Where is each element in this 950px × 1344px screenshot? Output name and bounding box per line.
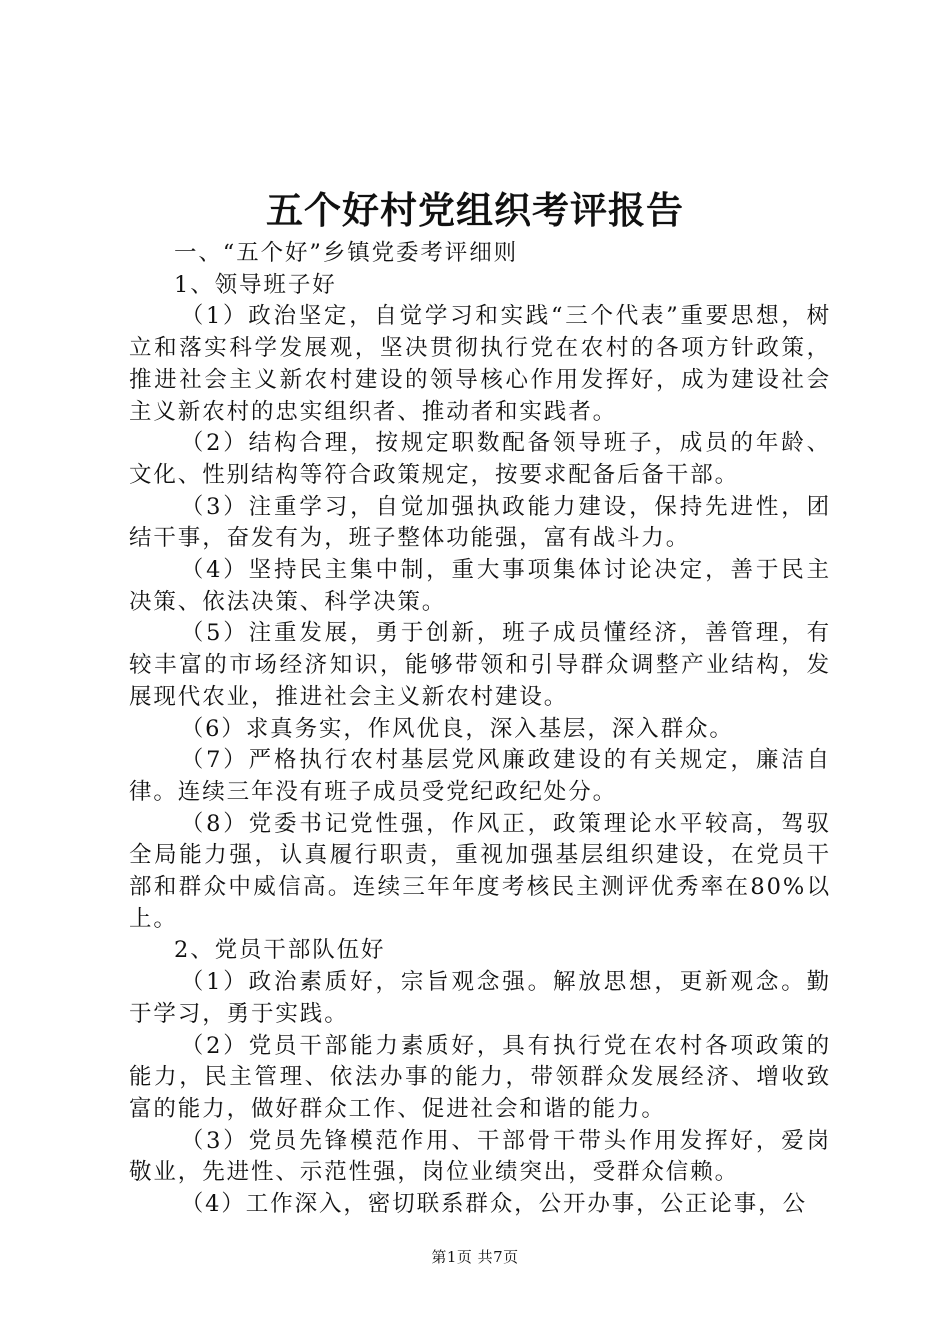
paragraph: （8）党委书记党性强，作风正，政策理论水平较高，驾驭全局能力强，认真履行职责，重视加强基层组织建设，在党员干部和群众中威信高。连续三年年度考核民主测评优秀率在80%以上。: [129, 810, 831, 932]
paragraph: （4）坚持民主集中制，重大事项集体讨论决定，善于民主决策、依法决策、科学决策。: [129, 557, 831, 615]
page-footer: 第1页 共7页: [431, 1248, 519, 1266]
paragraph: （3）党员先锋模范作用、干部骨干带头作用发挥好，爱岗敬业，先进性、示范性强，岗位业绩突出，受群众信赖。: [129, 1127, 831, 1186]
paragraph: （7）严格执行农村基层党风廉政建设的有关规定，廉洁自律。连续三年没有班子成员受党纪政纪处分。: [129, 747, 831, 805]
paragraph: 2、党员干部队伍好: [174, 937, 386, 964]
paragraph: （2）结构合理，按规定职数配备领导班子，成员的年龄、文化、性别结构等符合政策规定，按要求配备后备干部。: [129, 430, 831, 488]
document-title: 五个好村党组织考评报告: [266, 188, 684, 232]
paragraph: （1）政治素质好，宗旨观念强。解放思想，更新观念。勤于学习，勇于实践。: [129, 969, 831, 1027]
paragraph: （3）注重学习，自觉加强执政能力建设，保持先进性，团结干事，奋发有为，班子整体功能强，富有战斗力。: [129, 493, 831, 552]
paragraph: （4）工作深入，密切联系群众，公开办事，公正论事，公: [180, 1191, 807, 1218]
paragraph: 1、领导班子好: [174, 271, 337, 298]
paragraph: （5）注重发展，勇于创新，班子成员懂经济，善管理，有较丰富的市场经济知识，能够带领和引导群众调整产业结构，发展现代农业，推进社会主义新农村建设。: [129, 620, 831, 710]
document-body: [129, 238, 831, 1221]
paragraph: （1）政治坚定，自觉学习和实践“三个代表”重要思想，树立和落实科学发展观，坚决贯彻执行党在农村的各项方针政策，推进社会主义新农村建设的领导核心作用发挥好，成为建设社会主义新农村的忠实组织者、推动者和实践者。: [129, 303, 831, 425]
paragraph: 一、“五个好”乡镇党委考评细则: [174, 240, 519, 266]
paragraph: （6）求真务实，作风优良，深入基层，深入群众。: [180, 715, 734, 742]
paragraph: （2）党员干部能力素质好，具有执行党在农村各项政策的能力，民主管理、依法办事的能力，带领群众发展经济、增收致富的能力，做好群众工作、促进社会和谐的能力。: [129, 1032, 831, 1122]
